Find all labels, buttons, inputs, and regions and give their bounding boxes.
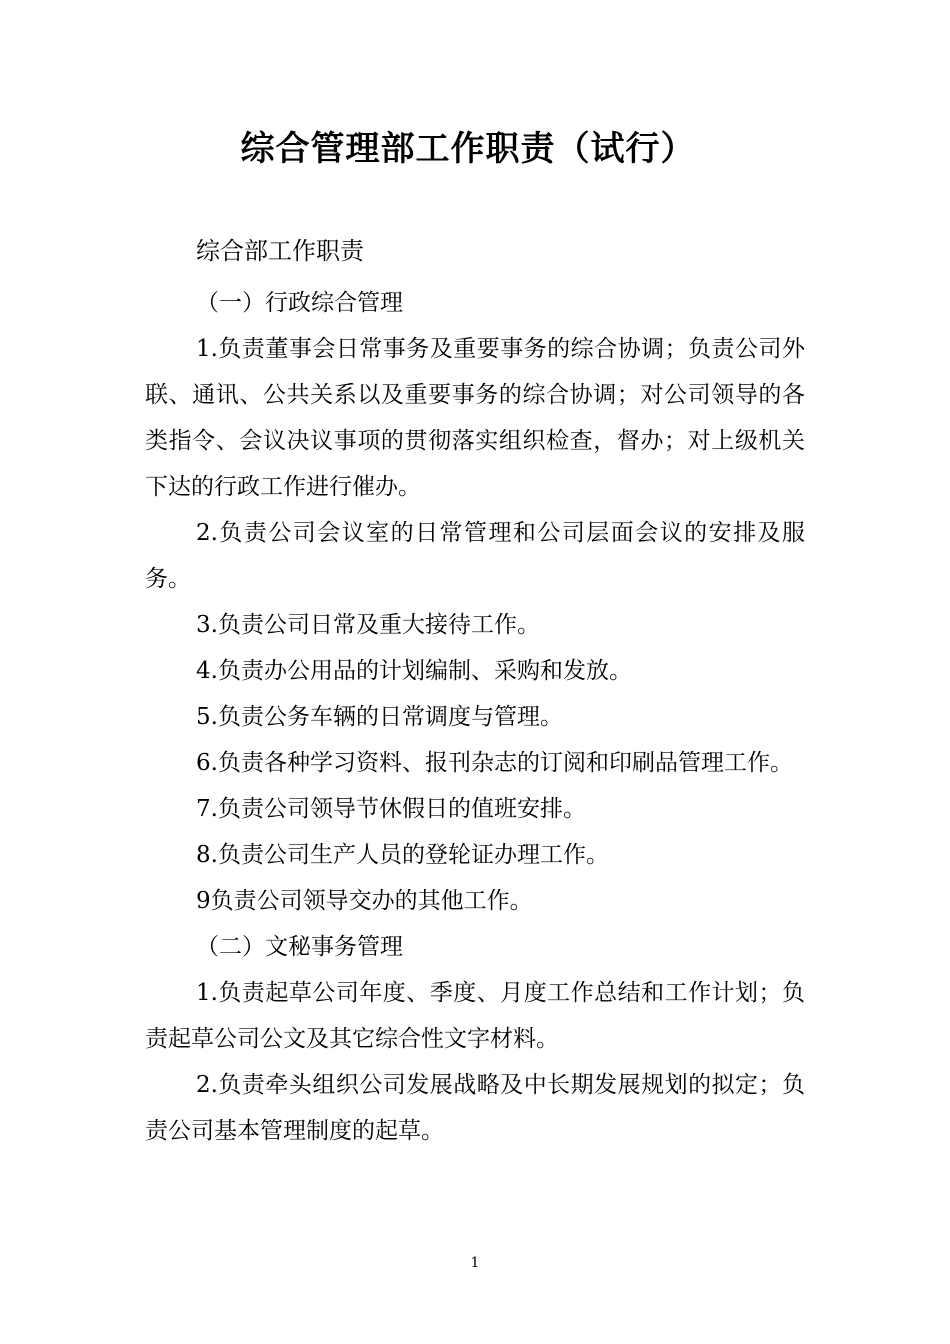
section-heading: 综合部工作职责 bbox=[196, 237, 364, 265]
document-title: 综合管理部工作职责（试行） bbox=[240, 129, 696, 169]
subsection-heading-admin: （一）行政综合管理 bbox=[196, 290, 403, 316]
duty-item: 4.负责办公用品的计划编制、采购和发放。 bbox=[196, 658, 632, 684]
duty-item: 5.负责公务车辆的日常调度与管理。 bbox=[196, 704, 563, 730]
duty-item: 1.负责起草公司年度、季度、月度工作总结和工作计划；负责起草公司公文及其它综合性文字材料。 bbox=[145, 980, 805, 1052]
duty-item: 9负责公司领导交办的其他工作。 bbox=[196, 888, 533, 914]
duty-item: 8.负责公司生产人员的登轮证办理工作。 bbox=[196, 842, 609, 868]
subsection-heading-secretarial: （二）文秘事务管理 bbox=[196, 934, 403, 960]
duty-item: 2.负责公司会议室的日常管理和公司层面会议的安排及服务。 bbox=[145, 520, 805, 592]
page-number: 1 bbox=[470, 1255, 480, 1271]
duty-item: 7.负责公司领导节休假日的值班安排。 bbox=[196, 796, 586, 822]
duty-item: 3.负责公司日常及重大接待工作。 bbox=[196, 612, 540, 638]
duty-item: 2.负责牵头组织公司发展战略及中长期发展规划的拟定；负责公司基本管理制度的起草。 bbox=[145, 1072, 805, 1144]
duty-item: 1.负责董事会日常事务及重要事务的综合协调；负责公司外联、通讯、公共关系以及重要事务的综合协调；对公司领导的各类指令、会议决议事项的贯彻落实组织检查，督办；对上级机关下达的行政工作进行催办。 bbox=[145, 336, 805, 500]
document-body bbox=[145, 280, 805, 1154]
duty-item: 6.负责各种学习资料、报刊杂志的订阅和印刷品管理工作。 bbox=[196, 750, 793, 776]
